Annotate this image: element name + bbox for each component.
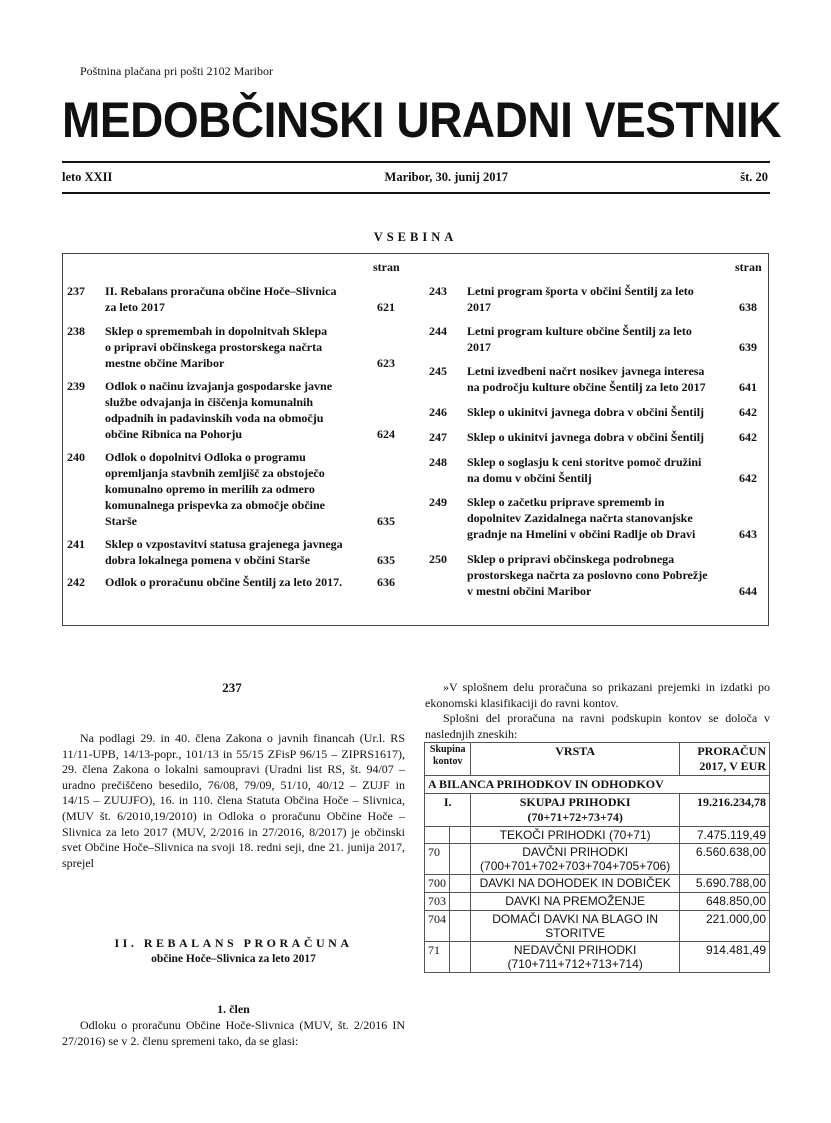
header-rule-bottom: [62, 192, 770, 194]
budget-table: [424, 742, 770, 973]
toc-entry[interactable]: [67, 283, 417, 315]
table-row: [425, 942, 770, 973]
table-row: [425, 911, 770, 942]
toc-entry-page: 643: [739, 527, 757, 541]
toc-entry-number: 238: [67, 324, 85, 338]
row-label: DAVKI NA PREMOŽENJE: [471, 893, 679, 911]
row-code: 71: [425, 942, 450, 973]
table-row: [425, 827, 770, 844]
toc-entry-page: 641: [739, 380, 757, 394]
toc-entry-title: Sklep o pripravi občinskega podrobnega prostorskega načrta za poslovno cono Pobrežje v mestni občini Maribor: [467, 552, 708, 598]
toc-entry-title: Sklep o vzpostavitvi statusa grajenega javnega dobra lokalnega pomena v občini Starše: [105, 537, 343, 567]
toc-entry-title: Letni izvedbeni načrt nosikev javnega interesa na področju kulture občine Šentilj za leto 2017: [467, 364, 706, 394]
toc-entry-number: 248: [429, 455, 447, 469]
toc-entry-title: Sklep o začetku priprave sprememb in dopolnitev Zazidalnega načrta stanovanjske gradnje na Hmelini v občini Radlje ob Dravi: [467, 495, 696, 541]
toc-entry-number: 247: [429, 430, 447, 444]
row-spacer: [450, 893, 471, 911]
row-spacer: [450, 875, 471, 893]
table-section-row: A BILANCA PRIHODKOV IN ODHODKOV: [425, 776, 770, 794]
toc-entry-page: 642: [739, 430, 757, 444]
article-intro: Na podlagi 29. in 40. člena Zakona o javnih financah (Ur.l. RS 11/11-UPB, 14/13-popr., 101/13 in 55/15 ZFisP 96/15 – ZIPRS1617), 29. člena Zakona o lokalni samoupravi (Uradni list RS, št. 94/07 – uradno prečiščeno besedilo, 76/08, 79/09, 51/10, 40/12 – ZUJF in 14/15 – ZUUJFO), 16. in 110. člena Statuta Občina Hoče – Slivnica, (MUV št. 6/2010,19/2010) in Odloka o proračunu Občine Hoče – Slivnica za leto 2017 (MUV, 2/2016 in 27/2016, 8/2017) je občinski svet Občine Hoče–Slivnica na svoji 18. redni seji, dne 21. junija 2017, sprejel: [62, 731, 405, 870]
toc-entry-page: 621: [377, 300, 395, 314]
toc-entry-page: 623: [377, 356, 395, 370]
toc-entry-number: 245: [429, 364, 447, 378]
toc-title: VSEBINA: [373, 230, 458, 244]
quote-paragraph-2: Splošni del proračuna na ravni podskupin kontov se določa v naslednjih zneskih:: [425, 711, 770, 741]
row-label: DOMAČI DAVKI NA BLAGO IN STORITVE: [471, 911, 679, 942]
article-subheading: občine Hoče–Slivnica za leto 2017: [151, 953, 316, 965]
table-row: [425, 794, 770, 827]
toc-entry-number: 237: [67, 284, 85, 298]
toc-entry-page: 638: [739, 300, 757, 314]
toc-entry-title: Odlok o proračunu občine Šentilj za leto 2017.: [105, 575, 343, 589]
clen-title: 1. člen: [217, 1002, 250, 1016]
table-row: [425, 844, 770, 875]
toc-entry[interactable]: [67, 574, 417, 590]
col-header-budget: PRORAČUN 2017, V EUR: [679, 743, 769, 776]
toc-entry[interactable]: [429, 404, 779, 420]
toc-entry-page: 642: [739, 405, 757, 419]
toc-entry-number: 242: [67, 575, 85, 589]
row-code: [425, 827, 450, 844]
toc-entry[interactable]: [67, 449, 417, 529]
toc-entry-number: 241: [67, 537, 85, 551]
row-code: 700: [425, 875, 450, 893]
row-value: 221.000,00: [679, 911, 769, 942]
toc-entry-title: Letni program športa v občini Šentilj za leto 2017: [467, 284, 694, 314]
toc-entry-number: 239: [67, 379, 85, 393]
toc-entry-title: Sklep o spremembah in dopolnitvah Sklepa o pripravi občinskega prostorskega načrta mestne občine Maribor: [105, 324, 328, 370]
row-spacer: [450, 844, 471, 875]
row-spacer: [450, 911, 471, 942]
toc-entry[interactable]: [429, 494, 779, 542]
row-code: 703: [425, 893, 450, 911]
row-value: 914.481,49: [679, 942, 769, 973]
toc-entry[interactable]: [67, 323, 417, 371]
toc-entry-number: 243: [429, 284, 447, 298]
toc-entry-page: 644: [739, 584, 757, 598]
postage-note: Poštnina plačana pri pošti 2102 Maribor: [80, 64, 273, 78]
toc-entry[interactable]: [67, 378, 417, 442]
row-value: 648.850,00: [679, 893, 769, 911]
row-code: I.: [425, 794, 471, 827]
row-spacer: [450, 942, 471, 973]
toc-entry-number: 246: [429, 405, 447, 419]
toc-entry-number: 250: [429, 552, 447, 566]
row-label: SKUPAJ PRIHODKI (70+71+72+73+74): [471, 794, 679, 827]
toc-entry[interactable]: [429, 429, 779, 445]
toc-entry-number: 240: [67, 450, 85, 464]
col-header-group: Skupina kontov: [425, 743, 471, 776]
toc-entry-title: Sklep o ukinitvi javnega dobra v občini Šentilj: [467, 405, 705, 419]
toc-entry-number: 244: [429, 324, 447, 338]
toc-entry-page: 639: [739, 340, 757, 354]
row-value: 7.475.119,49: [679, 827, 769, 844]
row-label: DAVKI NA DOHODEK IN DOBIČEK: [471, 875, 679, 893]
toc-entry[interactable]: [67, 536, 417, 568]
issue-number: št. 20: [740, 170, 768, 184]
toc-page-col-label: stran: [373, 260, 400, 274]
row-code: 704: [425, 911, 450, 942]
row-label: TEKOČI PRIHODKI (70+71): [471, 827, 679, 844]
table-row: [425, 875, 770, 893]
budget-table-wrap: [424, 742, 770, 973]
row-code: 70: [425, 844, 450, 875]
row-spacer: [450, 827, 471, 844]
toc-entry[interactable]: [429, 323, 779, 355]
issue-bar: [62, 170, 768, 185]
col-header-type: VRSTA: [471, 743, 679, 776]
toc-entry-page: 635: [377, 514, 395, 528]
row-label: NEDAVČNI PRIHODKI (710+711+712+713+714): [471, 942, 679, 973]
quote-paragraph-1: »V splošnem delu proračuna so prikazani prejemki in izdatki po ekonomski klasifikaciji do ravni kontov.: [425, 680, 770, 710]
toc-entry[interactable]: [429, 283, 779, 315]
toc-entry-title: Sklep o ukinitvi javnega dobra v občini Šentilj: [467, 430, 705, 444]
row-label: DAVČNI PRIHODKI (700+701+702+703+704+705+706): [471, 844, 679, 875]
row-value: 6.560.638,00: [679, 844, 769, 875]
toc-entry-page: 635: [377, 553, 395, 567]
toc-entry-title: II. Rebalans proračuna občine Hoče–Slivnica za leto 2017: [105, 284, 337, 314]
table-of-contents: [62, 253, 769, 626]
volume-label: leto XXII: [62, 170, 113, 184]
toc-entry-page: 624: [377, 427, 395, 441]
toc-entry-number: 249: [429, 495, 447, 509]
toc-entry-title: Odlok o dopolnitvi Odloka o programu opremljanja stavbnih zemljišč za obstoječo komunalno opremo in merilih za odmero komunalnega prispevka za območje občine Starše: [105, 450, 326, 528]
toc-entry-page: 642: [739, 471, 757, 485]
toc-entry-title: Sklep o soglasju k ceni storitve pomoč družini na domu v občini Šentilj: [467, 455, 702, 485]
article-number: 237: [222, 680, 242, 695]
toc-entry[interactable]: [429, 363, 779, 395]
publication-title: MEDOBČINSKI URADNI VESTNIK: [62, 92, 781, 148]
toc-entry-page: 636: [377, 575, 395, 589]
toc-page-col-label: stran: [735, 260, 762, 274]
toc-entry[interactable]: [429, 454, 779, 486]
row-value: 19.216.234,78: [679, 794, 769, 827]
article-heading: II. REBALANS PRORAČUNA: [114, 936, 353, 950]
row-value: 5.690.788,00: [679, 875, 769, 893]
clen-text: Odloku o proračunu Občine Hoče-Slivnica (MUV, št. 2/2016 IN 27/2016) se v 2. členu spremeni tako, da se glasi:: [62, 1018, 405, 1048]
place-date: Maribor, 30. junij 2017: [384, 170, 509, 184]
table-row: [425, 893, 770, 911]
header-rule-top: [62, 161, 770, 163]
toc-entry-title: Letni program kulture občine Šentilj za leto 2017: [467, 324, 692, 354]
toc-entry-title: Odlok o načinu izvajanja gospodarske javne službe odvajanja in čiščenja komunalnih odpadnih in padavinskih voda na območju občine Ribnica na Pohorju: [105, 379, 333, 441]
toc-entry[interactable]: [429, 551, 779, 599]
